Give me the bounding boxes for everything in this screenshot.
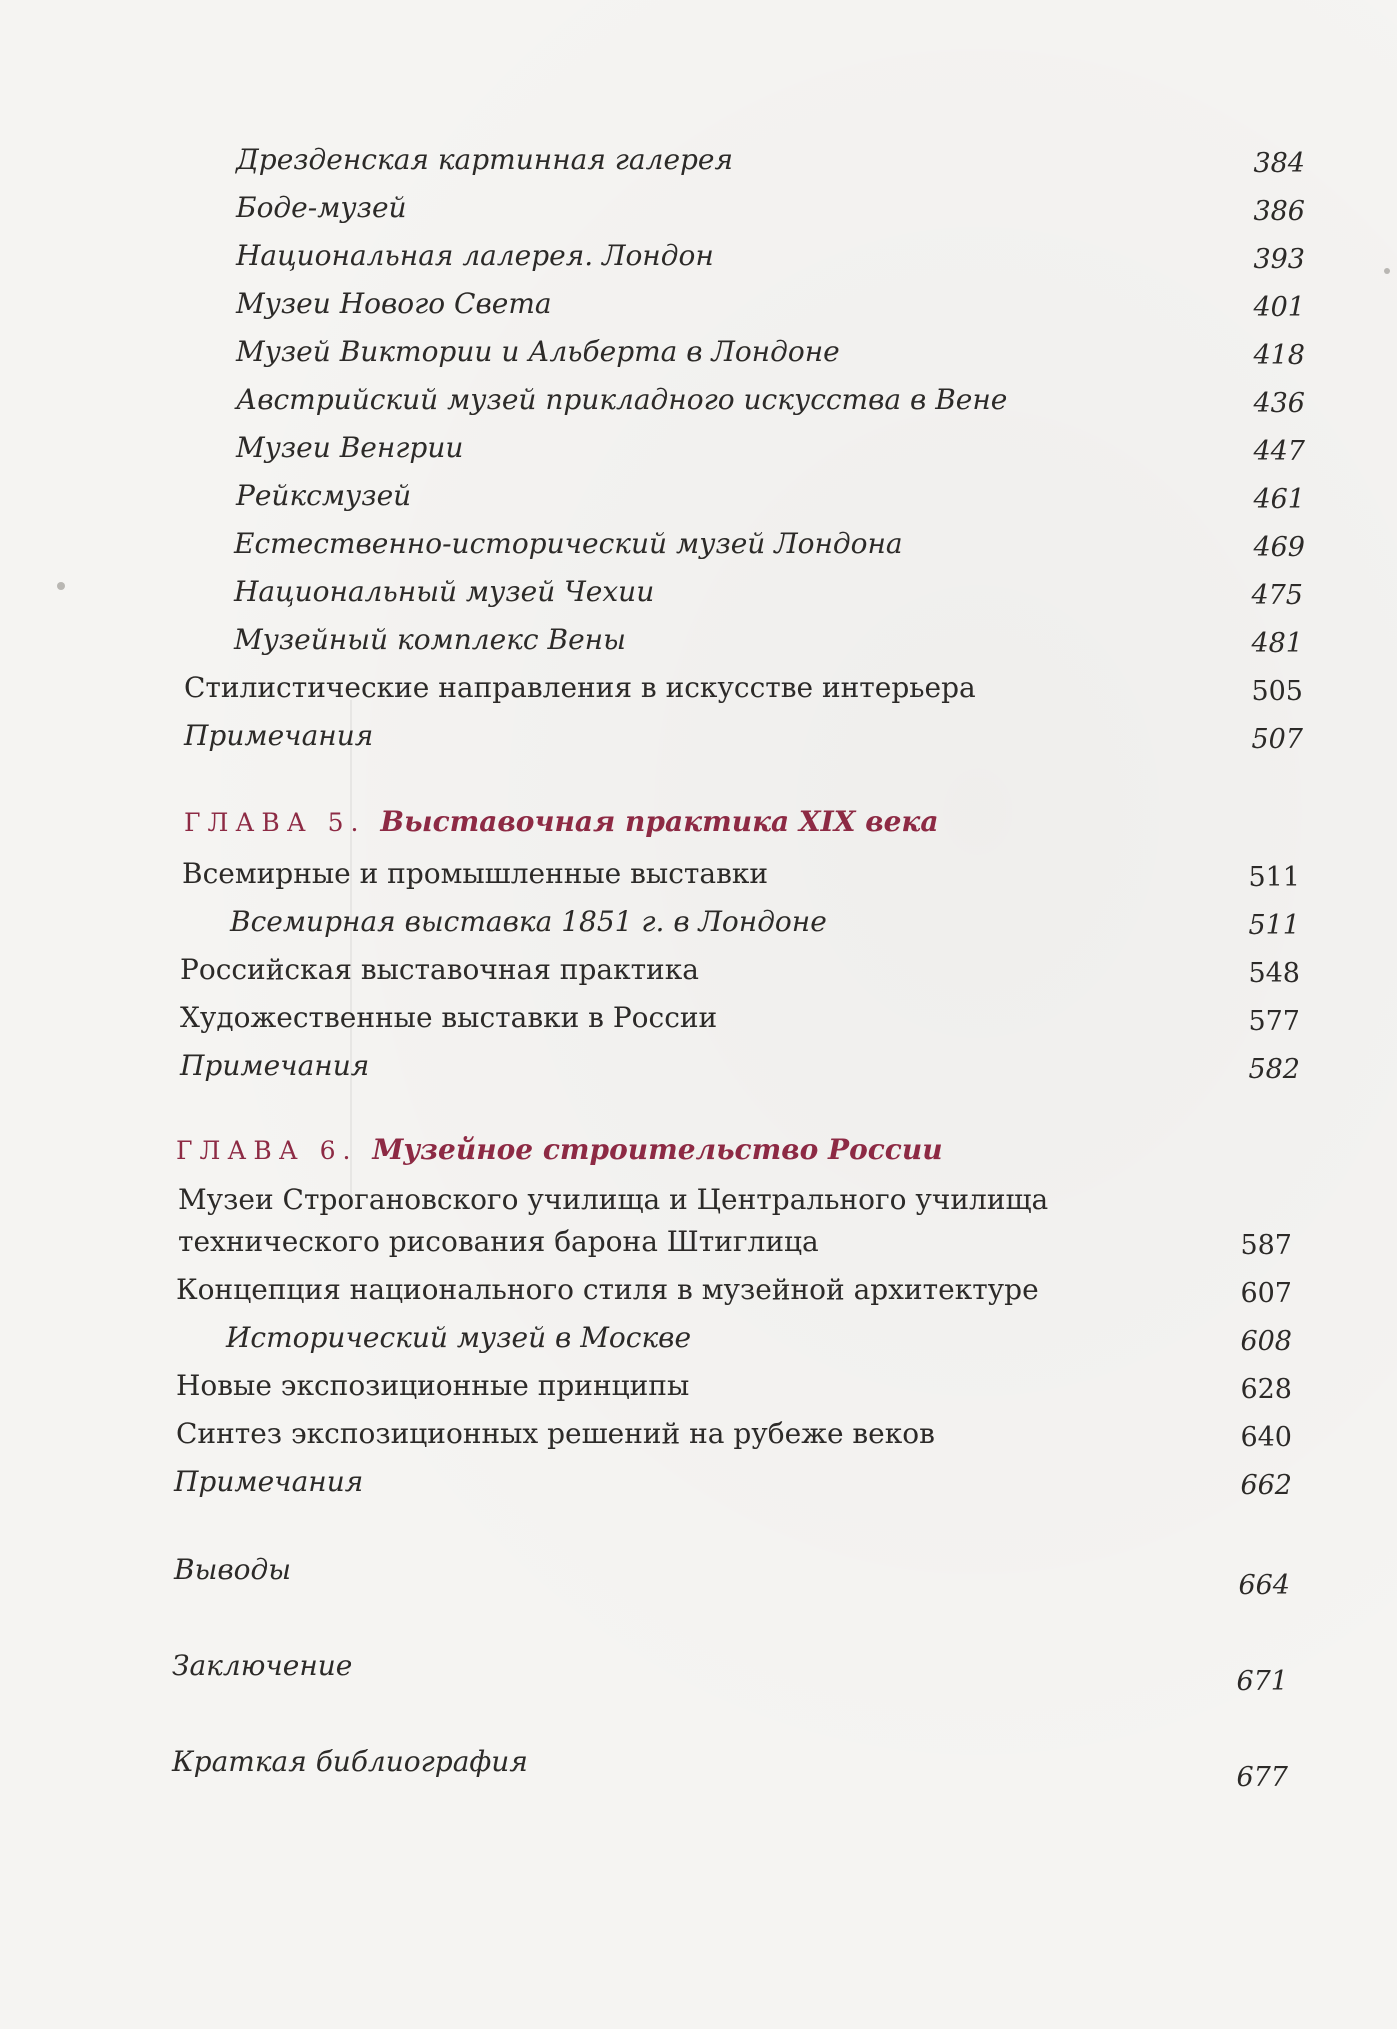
toc-entry	[0, 1220, 1397, 1264]
toc-entry	[0, 900, 1397, 944]
toc-entry-title: Боде-музей	[236, 191, 407, 224]
toc-entry-title: Музейный комплекс Вены	[234, 623, 626, 656]
toc-entry-page: 511	[1248, 910, 1300, 941]
toc-entry-page: 481	[1251, 628, 1303, 659]
toc-entry	[0, 852, 1397, 896]
toc-entry-page: 447	[1253, 436, 1305, 467]
toc-entry	[0, 186, 1397, 230]
toc-entry-title: Краткая библиография	[172, 1745, 528, 1778]
toc-entry-page: 436	[1253, 388, 1305, 419]
toc-entry-page: 475	[1251, 580, 1303, 611]
toc-entry	[0, 282, 1397, 326]
toc-entry	[0, 330, 1397, 374]
toc-entry-title: Музеи Строгановского училища и Центрального училища	[178, 1183, 1049, 1216]
toc-entry	[0, 1412, 1397, 1456]
chapter-heading	[184, 800, 939, 845]
toc-entry-title: Новые экспозиционные принципы	[176, 1369, 690, 1402]
toc-entry-page: 662	[1240, 1470, 1292, 1501]
toc-entry-title: Естественно-исторический музей Лондона	[234, 527, 903, 560]
toc-entry-title: Примечания	[174, 1465, 364, 1498]
toc-entry	[0, 1460, 1397, 1504]
toc-entry-page: 548	[1248, 958, 1300, 989]
toc-entry-page: 511	[1248, 862, 1300, 893]
toc-entry-title: Дрезденская картинная галерея	[236, 143, 734, 176]
toc-entry	[0, 426, 1397, 470]
toc-entry-page: 607	[1240, 1278, 1292, 1309]
toc-entry-title: Рейксмузей	[236, 479, 412, 512]
toc-entry-title: Музеи Нового Света	[236, 287, 552, 320]
toc-entry	[0, 618, 1397, 662]
toc-entry	[0, 378, 1397, 422]
toc-entry-title: Российская выставочная практика	[180, 953, 699, 986]
chapter-title: Выставочная практика XIX века	[380, 805, 939, 838]
toc-entry	[0, 522, 1397, 566]
chapter-heading	[176, 1128, 943, 1173]
toc-entry	[0, 138, 1397, 182]
chapter-title: Музейное строительство России	[372, 1133, 943, 1166]
toc-entry-title: Музеи Венгрии	[236, 431, 464, 464]
toc-entry-page: 461	[1253, 484, 1305, 515]
toc-entry-page: 677	[1236, 1762, 1288, 1793]
toc-entry-title: Художественные выставки в России	[180, 1001, 718, 1034]
toc-entry-title: Выводы	[174, 1553, 292, 1586]
toc-entry-page: 401	[1253, 292, 1305, 323]
toc-entry-page: 628	[1240, 1374, 1292, 1405]
toc-entry	[0, 1740, 1397, 1793]
toc-entry-title: Австрийский музей прикладного искусства в Вене	[236, 383, 1008, 416]
chapter-label: ГЛАВА 5.	[184, 808, 381, 837]
toc-entry-title: Всемирная выставка 1851 г. в Лондоне	[230, 905, 827, 938]
toc-entry-page: 640	[1240, 1422, 1292, 1453]
toc-entry	[0, 474, 1397, 518]
toc-entry-page: 587	[1240, 1230, 1292, 1261]
toc-entry	[0, 1364, 1397, 1408]
toc-entry-title: Национальная лалерея. Лондон	[236, 239, 714, 272]
toc-entry-title: Синтез экспозиционных решений на рубеже веков	[176, 1417, 935, 1450]
toc-entry-page: 418	[1253, 340, 1305, 371]
toc-entry	[0, 1268, 1397, 1312]
toc-entry-title-continued: технического рисования барона Штиглица	[178, 1225, 819, 1258]
toc-entry	[0, 948, 1397, 992]
toc-entry-page: 505	[1251, 676, 1303, 707]
toc-entry-title: Стилистические направления в искусстве интерьера	[184, 671, 976, 704]
toc-entry	[0, 996, 1397, 1040]
toc-entry-page: 582	[1248, 1054, 1300, 1085]
toc-entry-title: Национальный музей Чехии	[234, 575, 655, 608]
toc-entry	[0, 234, 1397, 278]
toc-entry-page: 384	[1253, 148, 1305, 179]
toc-entry-title: Заключение	[172, 1649, 353, 1682]
toc-entry	[0, 666, 1397, 710]
toc-entry-page: 577	[1248, 1006, 1300, 1037]
toc-entry-title: Исторический музей в Москве	[226, 1321, 692, 1354]
toc-entry	[0, 1044, 1397, 1088]
toc-entry	[0, 1316, 1397, 1360]
toc-entry-page: 386	[1253, 196, 1305, 227]
chapter-label: ГЛАВА 6.	[176, 1136, 373, 1165]
toc-entry	[0, 714, 1397, 758]
toc-entry-title: Концепция национального стиля в музейной архитектуре	[176, 1273, 1039, 1306]
toc-entry-page: 507	[1251, 724, 1303, 755]
toc-entry-page: 393	[1253, 244, 1305, 275]
toc-entry	[0, 1548, 1397, 1601]
toc-entry-title: Примечания	[184, 719, 374, 752]
toc-entry-page: 608	[1240, 1326, 1292, 1357]
toc-entry-title: Музей Виктории и Альберта в Лондоне	[236, 335, 840, 368]
toc-entry-page: 664	[1238, 1570, 1290, 1601]
toc-entry-title: Примечания	[180, 1049, 370, 1082]
toc-entry	[0, 570, 1397, 614]
toc-entry-title: Всемирные и промышленные выставки	[182, 857, 768, 890]
toc-entry-page: 671	[1236, 1666, 1288, 1697]
toc-entry	[0, 1644, 1397, 1697]
toc-entry	[0, 1178, 1397, 1222]
toc-entry-page: 469	[1253, 532, 1305, 563]
